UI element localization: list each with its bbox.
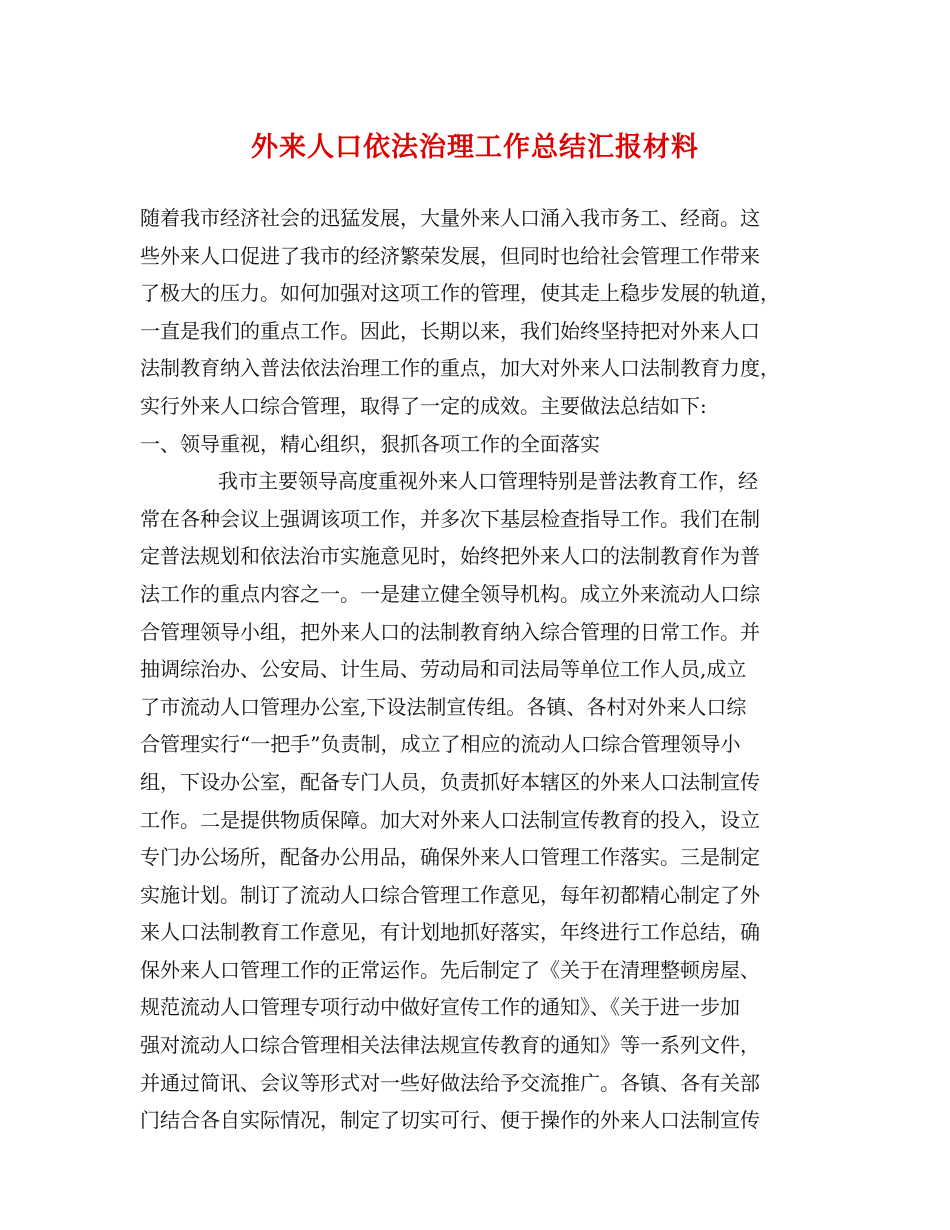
body-line: 法工作的重点内容之一。一是建立健全领导机构。成立外来流动人口综 <box>140 581 760 606</box>
body-line: 保外来人口管理工作的正常运作。先后制定了《关于在清理整顿房屋、 <box>140 957 760 982</box>
body-line: 常在各种会议上强调该项工作，并多次下基层检查指导工作。我们在制 <box>140 506 760 531</box>
body-line: 定普法规划和依法治市实施意见时，始终把外来人口的法制教育作为普 <box>140 544 760 569</box>
body-line: 实行外来人口综合管理，取得了一定的成效。主要做法总结如下: <box>140 393 707 418</box>
body-line: 实施计划。制订了流动人口综合管理工作意见，每年初都精心制定了外 <box>140 882 760 907</box>
body-line: 我市主要领导高度重视外来人口管理特别是普法教育工作，经 <box>218 469 758 494</box>
body-line: 合管理实行“一把手”负责制，成立了相应的流动人口综合管理领导小 <box>140 732 741 757</box>
body-line: 并通过简讯、会议等形式对一些好做法给予交流推广。各镇、各有关部 <box>140 1070 760 1095</box>
body-line: 法制教育纳入普法依法治理工作的重点，加大对外来人口法制教育力度， <box>140 356 780 381</box>
document-body <box>140 200 820 1140</box>
body-line: 工作。二是提供物质保障。加大对外来人口法制宣传教育的投入，设立 <box>140 807 760 832</box>
body-line: 强对流动人口综合管理相关法律法规宣传教育的通知》等一系列文件， <box>140 1033 760 1058</box>
body-line: 合管理领导小组，把外来人口的法制教育纳入综合管理的日常工作。并 <box>140 619 760 644</box>
body-line: 了市流动人口管理办公室,下设法制宣传组。各镇、各村对外来人口综 <box>140 694 747 719</box>
body-line: 门结合各自实际情况，制定了切实可行、便于操作的外来人口法制宣传 <box>140 1108 760 1133</box>
body-line: 些外来人口促进了我市的经济繁荣发展，但同时也给社会管理工作带来 <box>140 243 760 268</box>
body-line: 了极大的压力。如何加强对这项工作的管理，使其走上稳步发展的轨道， <box>140 281 780 306</box>
body-line: 组，下设办公室，配备专门人员，负责抓好本辖区的外来人口法制宣传 <box>140 769 760 794</box>
body-line: 专门办公场所，配备办公用品，确保外来人口管理工作落实。三是制定 <box>140 845 760 870</box>
section-heading: 一、领导重视，精心组织，狠抓各项工作的全面落实 <box>140 431 600 456</box>
body-line: 规范流动人口管理专项行动中做好宣传工作的通知》、《关于进一步加 <box>140 995 740 1020</box>
document-title: 外来人口依法治理工作总结汇报材料 <box>251 132 699 163</box>
body-line: 随着我市经济社会的迅猛发展，大量外来人口涌入我市务工、经商。这 <box>140 206 760 230</box>
body-line: 来人口法制教育工作意见，有计划地抓好落实，年终进行工作总结，确 <box>140 920 760 945</box>
body-line: 抽调综治办、公安局、计生局、劳动局和司法局等单位工作人员,成立 <box>140 657 747 682</box>
body-line: 一直是我们的重点工作。因此，长期以来，我们始终坚持把对外来人口 <box>140 318 760 343</box>
